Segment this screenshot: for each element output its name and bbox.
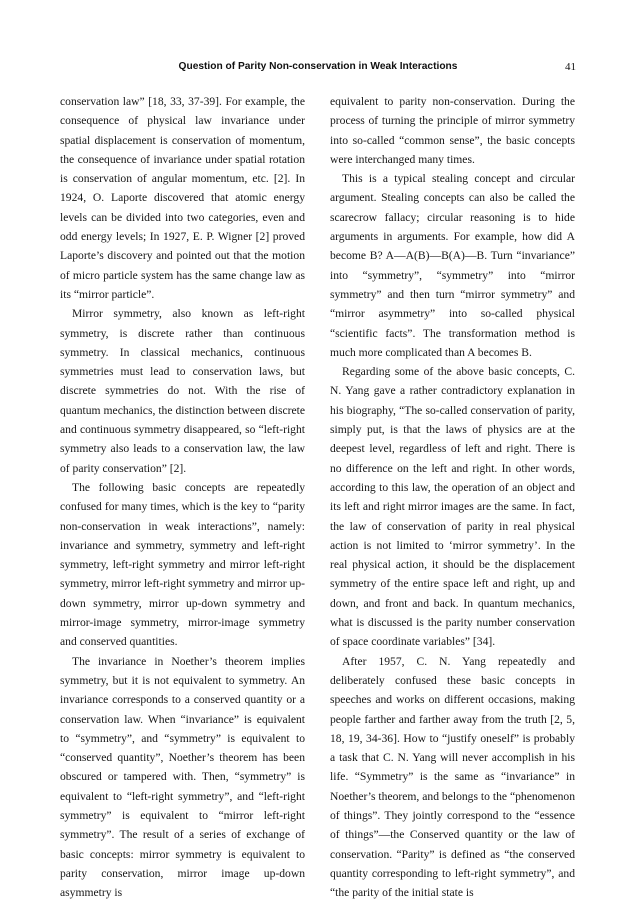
left-column [60, 92, 305, 902]
paragraph: conservation law” [18, 33, 37-39]. For example, the consequence of physical law invariance under spatial displacement is conservation of momentum, the consequence of invariance under spatial rotation is conservation of angular momentum, etc. [2]. In 1924, O. Laporte discovered that atomic energy levels can be divided into two categories, even and odd energy levels; In 1927, E. P. Wigner [2] proved Laporte’s discovery and pointed out that the motion of micro particle system has the same change law as its “mirror particle”. [60, 95, 305, 301]
right-column [330, 92, 575, 902]
paragraph: After 1957, C. N. Yang repeatedly and deliberately confused these basic concepts in speeches and works on different occasions, making people farther and farther away from the truth [2, 5, 18, 19, 34-36]. How to “justify oneself” is probably a task that C. N. Yang will never accomplish in his life. “Symmetry” is the same as “invariance” in Noether’s theorem, and belongs to the “phenomenon of things”. They jointly correspond to the “essence of things”—the Conserved quantity or the law of conservation. “Parity” is defined as “the conserved quantity corresponding to left-right symmetry”, and “the parity of the initial state is [330, 654, 575, 900]
paragraph: This is a typical stealing concept and circular argument. Stealing concepts can also be called the scarecrow fallacy; circular reasoning is to hide arguments in arguments. For example, how did A become B? A—A(B)—B(A)—B. Turn “invariance” into “symmetry”, “symmetry” into “mirror symmetry” and then turn “mirror symmetry” and “mirror asymmetry” into so-called physical “scientific facts”. The transformation method is much more complicated than A becomes B. [330, 172, 575, 359]
paragraph: Mirror symmetry, also known as left-right symmetry, is discrete rather than continuous symmetry. In classical mechanics, continuous symmetries must lead to conservation laws, but discrete symmetries do not. With the rise of quantum mechanics, the distinction between discrete and continuous symmetry disappeared, so “left-right symmetry also leads to a conservation law, the law of parity conservation” [2]. [60, 307, 305, 475]
paragraph: The invariance in Noether’s theorem implies symmetry, but it is not equivalent to symmetry. An invariance corresponds to a conserved quantity or a conservation law. When “invariance” is equivalent to “symmetry”, and “symmetry” is equivalent to “conserved quantity”, Noether’s theorem has been obscured or tampered with. Then, “symmetry” is equivalent to “left-right symmetry”, and “left-right symmetry” is equivalent to “mirror left-right symmetry”. The result of a series of exchange of basic concepts: mirror symmetry is equivalent to parity conservation, mirror image up-down asymmetry is [60, 654, 305, 900]
page-header [60, 59, 576, 75]
paragraph: equivalent to parity non-conservation. During the process of turning the principle of mirror symmetry into so-called “common sense”, the basic concepts were interchanged many times. [330, 95, 575, 166]
paragraph: The following basic concepts are repeatedly confused for many times, which is the key to “parity non-conservation in weak interactions”, namely: invariance and symmetry, symmetry and left-right symmetry, left-right symmetry and mirror left-right symmetry, mirror left-right symmetry and mirror up-down symmetry, mirror up-down symmetry and mirror-image symmetry, mirror-image symmetry and conserved quantities. [60, 480, 305, 649]
paragraph: Regarding some of the above basic concepts, C. N. Yang gave a rather contradictory explanation in his biography, “The so-called conservation of parity, simply put, is that the laws of physics are at the deepest level, regardless of left and right. There is no difference on the left and right. In other words, according to this law, the operation of an object and its left and right mirror images are the same. In fact, the law of conservation of parity in real physical action is not limited to ‘mirror symmetry’. In the real physical action, it should be the displacement symmetry of the entire space left and right, up and down, and front and back. In quantum mechanics, what is discussed is the parity number conservation of space coordinate variables” [34]. [330, 365, 575, 649]
page-number: 41 [565, 61, 576, 73]
running-title: Question of Parity Non-conservation in Weak Interactions [178, 61, 458, 72]
